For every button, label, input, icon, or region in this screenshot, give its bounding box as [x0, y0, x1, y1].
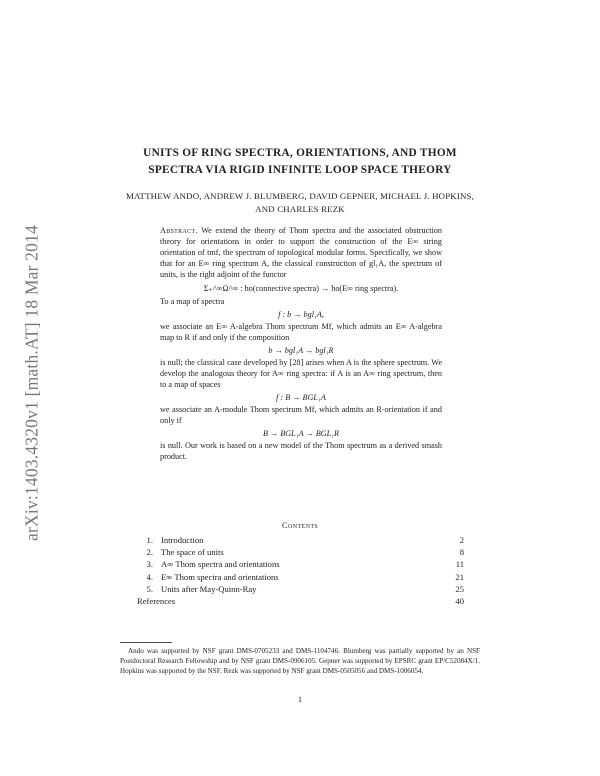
toc-number: 3. [146, 559, 153, 570]
paper-title [100, 145, 500, 179]
toc-entry[interactable] [137, 558, 464, 570]
abstract-para-5: we associate an A-module Thom spectrum Mf, which admits an R-orientation if and only if [160, 405, 442, 425]
toc-number: 4. [146, 571, 153, 582]
toc-entry-references[interactable] [137, 595, 464, 607]
equation-2: f : b → bgl₁A, [278, 310, 324, 319]
equation-5: B → BGL₁A → BGL₁R [262, 429, 340, 438]
toc-label: E∞ Thom spectra and orientations [161, 571, 279, 582]
abstract-para-2: To a map of spectra [160, 297, 225, 306]
toc-label: Introduction [161, 535, 204, 545]
toc-page: 2 [459, 535, 464, 545]
title-line-2: SPECTRA VIA RIGID INFINITE LOOP SPACE THEORY [148, 164, 452, 176]
toc-label: The space of units [161, 547, 224, 558]
toc-page: 8 [459, 547, 464, 558]
toc-entry[interactable] [137, 546, 464, 558]
authors-line-1: MATTHEW ANDO, ANDREW J. BLUMBERG, DAVID GEPNER, MICHAEL J. HOPKINS, [125, 191, 475, 201]
footnote-text: Ando was supported by NSF grant DMS-0705233 and DMS-1104746. Blumberg was partially supported by an NSF Postdoctoral Research Fellowship and by NSF grant DMS-0906105. Gepner was supported by EPSRC grant EP/C52084X/1. Hopkins was supported by the NSF. Rezk was supported by NSF grant DMS-0505056 and DMS-1006054. [120, 647, 480, 675]
page-number: 1 [298, 695, 302, 704]
abstract-para-6: is null. Our work is based on a new model of the Thom spectrum as a derived smash product. [160, 441, 442, 461]
equation-1: Σ₊^∞Ω^∞ : ho(connective spectra) → ho(E∞ ring spectra). [203, 284, 399, 293]
toc-number: 5. [146, 583, 153, 594]
abstract [160, 225, 442, 462]
toc-entry[interactable] [137, 571, 464, 583]
abstract-label: Abstract. [160, 226, 198, 235]
contents-heading: Contents [281, 520, 319, 530]
toc-page: 11 [455, 559, 464, 570]
arxiv-stamp-text: arXiv:1403.4320v1 [math.AT] 18 Mar 2014 [21, 225, 42, 541]
abstract-para-4: is null; the classical case developed by [28] arises when A is the sphere spectrum. We develop the analogous theory for A∞ ring spectra: if A is an A∞ ring spectrum, then to a map of spaces [160, 358, 442, 389]
authors-line-2: AND CHARLES REZK [255, 204, 345, 214]
equation-3: b → bgl₁A → bgl₁R [268, 346, 334, 355]
author-list [120, 190, 480, 216]
toc-number: 2. [146, 547, 153, 558]
toc-entry[interactable] [137, 534, 464, 546]
abstract-para-1 [160, 225, 442, 280]
title-line-1: UNITS OF RING SPECTRA, ORIENTATIONS, AND THOM [143, 147, 457, 159]
toc-label: References [137, 596, 176, 607]
footnote [120, 646, 480, 676]
toc-page: 21 [455, 571, 464, 582]
equation-4: f : B → BGL₁A [276, 393, 326, 402]
abstract-para-3: we associate an E∞ A-algebra Thom spectrum Mf, which admits an E∞ A-algebra map to R if and only if the composition [160, 322, 442, 342]
toc-entry[interactable] [137, 583, 464, 595]
toc-page: 25 [455, 583, 464, 594]
toc-label: A∞ Thom spectra and orientations [161, 559, 280, 570]
table-of-contents [137, 534, 464, 607]
abstract-text-1: We extend the theory of Thom spectra and the associated obstruction theory for orientations in order to support the construction of the E∞ string orientation of tmf, the spectrum of topological modular forms. Specifically, we show that for an E∞ ring spectrum A, the classical construction of gl₁A, the spectrum of units, is the right adjoint of the functor [160, 226, 442, 279]
toc-page: 40 [455, 596, 464, 607]
toc-number: 1. [146, 535, 153, 545]
footnote-rule [120, 642, 172, 643]
toc-label: Units after May-Quinn-Ray [161, 583, 257, 594]
